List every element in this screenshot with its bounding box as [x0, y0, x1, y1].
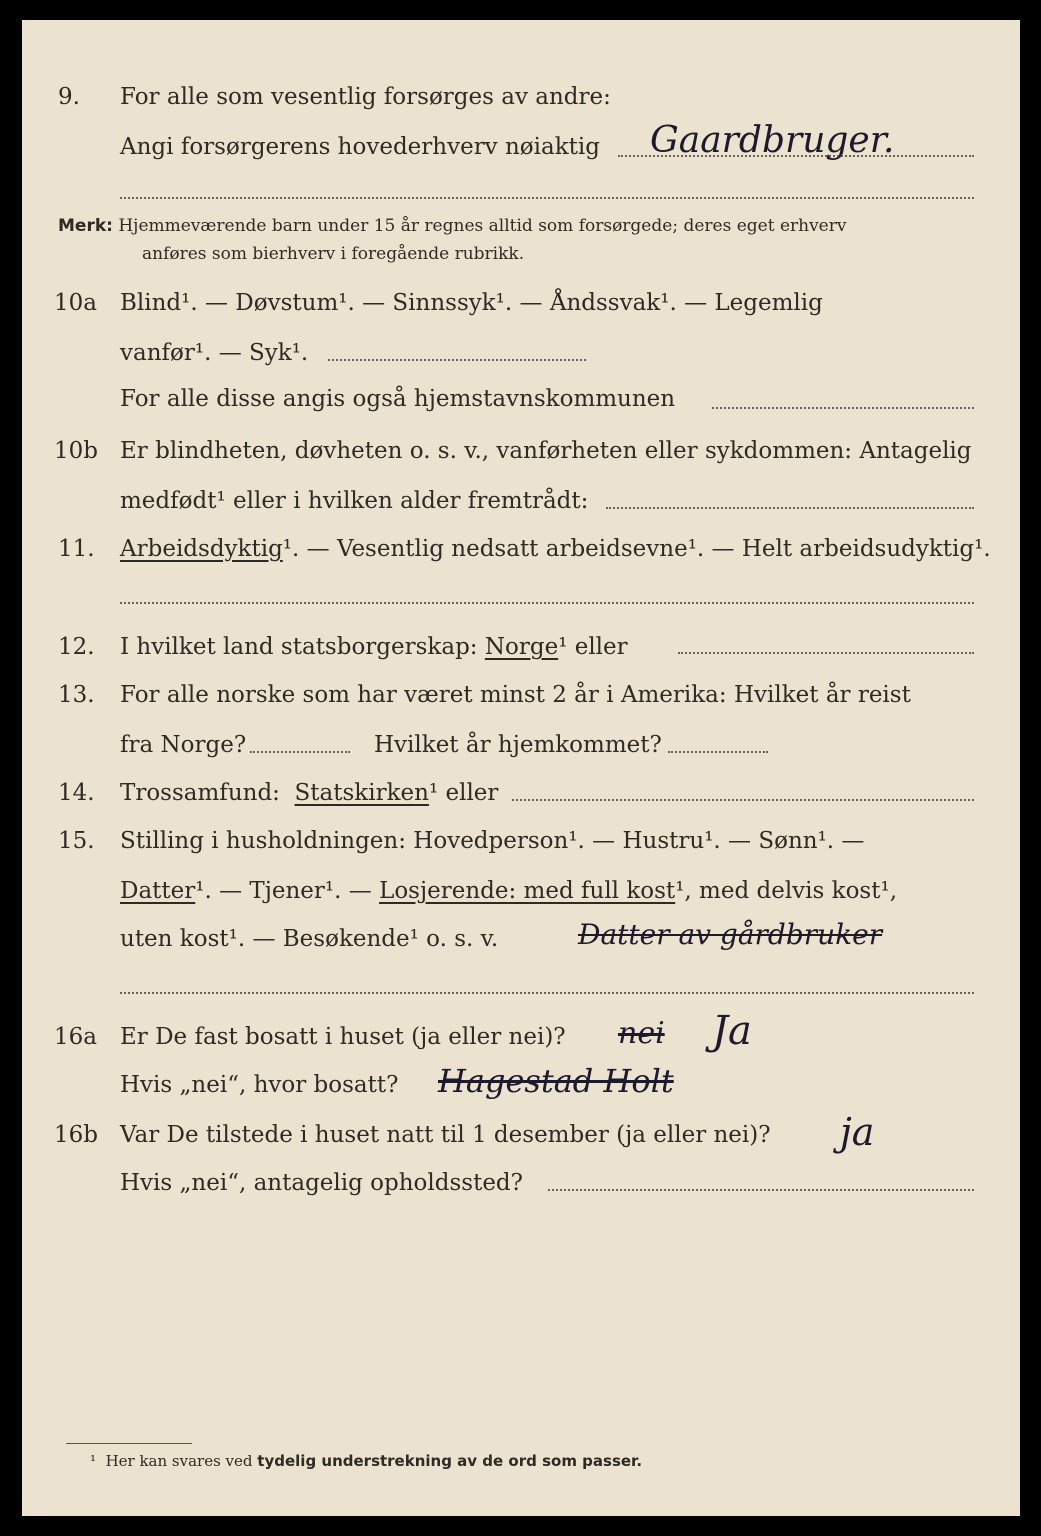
- q13-number: 13.: [58, 682, 95, 708]
- q13-reist-line: [250, 751, 350, 753]
- q14-text: [120, 780, 498, 806]
- q16a-line-1: Er De fast bosatt i huset (ja eller nei)?: [120, 1024, 566, 1050]
- q9-label: Angi forsørgerens hovederhverv nøiaktig: [120, 134, 600, 160]
- q12-answer-line: [678, 652, 974, 654]
- q16b-line-2: Hvis „nei“, antagelig opholdssted?: [120, 1170, 523, 1196]
- q14-eller: ¹ eller: [428, 780, 499, 806]
- q15-tjener: ¹. — Tjener¹. —: [195, 878, 372, 904]
- q10a-line-2: vanfør¹. — Syk¹.: [120, 340, 309, 366]
- q10b-line-1: Er blindheten, døvheten o. s. v., vanførheten eller sykdommen: Antagelig: [120, 438, 972, 464]
- footnote-text: Her kan svares ved: [105, 1452, 253, 1470]
- q15-line-1: Stilling i husholdningen: Hovedperson¹. — Hustru¹. — Sønn¹. —: [120, 828, 865, 854]
- q15-option-datter: Datter: [120, 878, 196, 904]
- q12-text: [120, 634, 628, 660]
- merk-text-2: anføres som bierhverv i foregående rubrikk.: [142, 244, 525, 264]
- q13-reist-label: fra Norge?: [120, 732, 247, 758]
- q15-line-3: uten kost¹. — Besøkende¹ o. s. v.: [120, 926, 499, 952]
- q14-option-statskirken: Statskirken: [294, 780, 429, 806]
- q10a-number: 10a: [54, 290, 97, 316]
- q10a-answer-line: [328, 359, 586, 361]
- q11-extra-line: [120, 602, 974, 604]
- q11-number: 11.: [58, 536, 95, 562]
- q9-answer-line: [618, 155, 974, 157]
- q10a-kommune-line: [712, 407, 974, 409]
- q15-number: 15.: [58, 828, 95, 854]
- q16b-answer-line: [548, 1189, 974, 1191]
- q16a-answer: Ja: [712, 1008, 752, 1054]
- q15-delvis-kost: ¹, med delvis kost¹,: [675, 878, 898, 904]
- q12-question: I hvilket land statsborgerskap:: [120, 634, 478, 660]
- q10a-line-1: Blind¹. — Døvstum¹. — Sinnssyk¹. — Åndssvak¹. — Legemlig: [120, 290, 823, 316]
- q9-extra-line: [120, 197, 974, 199]
- q15-line-2: [120, 878, 897, 904]
- q13-hjemkommet-label: Hvilket år hjemkommet?: [374, 732, 662, 758]
- q15-answer: Datter av gårdbruker: [578, 918, 883, 951]
- merk-text-1: Hjemmeværende barn under 15 år regnes alltid som forsørgede; deres eget erhverv: [118, 216, 847, 236]
- q16a-bosatt-answer-struck: Hagestad Holt: [438, 1062, 674, 1100]
- footnote-mark: ¹: [90, 1452, 97, 1470]
- merk-note: [58, 212, 846, 268]
- q15-extra-line: [120, 992, 974, 994]
- q12-eller: ¹ eller: [558, 634, 628, 660]
- q12-number: 12.: [58, 634, 95, 660]
- q9-question: For alle som vesentlig forsørges av andre:: [120, 84, 611, 110]
- q11-option-arbeidsdyktig: Arbeidsdyktig: [120, 536, 283, 562]
- q9-number: 9.: [58, 84, 80, 110]
- footnote-bold-text: tydelig understrekning av de ord som passer.: [257, 1452, 643, 1470]
- q13-line-1: For alle norske som har været minst 2 år i Amerika: Hvilket år reist: [120, 682, 911, 708]
- census-form-page: [22, 20, 1020, 1516]
- footnote: [90, 1452, 642, 1470]
- q10b-answer-line: [606, 507, 974, 509]
- q15-option-losjerende: Losjerende: med full kost: [379, 878, 676, 904]
- q16b-line-1: Var De tilstede i huset natt til 1 desember (ja eller nei)?: [120, 1122, 771, 1148]
- q16a-line-2: Hvis „nei“, hvor bosatt?: [120, 1072, 399, 1098]
- q16b-answer: ja: [840, 1110, 875, 1154]
- footnote-rule: [66, 1443, 192, 1444]
- q10b-line-2: medfødt¹ eller i hvilken alder fremtrådt:: [120, 488, 589, 514]
- q16a-answer-struck: nei: [618, 1016, 665, 1051]
- q14-answer-line: [512, 799, 974, 801]
- q16b-number: 16b: [54, 1122, 98, 1148]
- q16a-number: 16a: [54, 1024, 97, 1050]
- q13-hjemkommet-line: [668, 751, 768, 753]
- q10a-line-3: For alle disse angis også hjemstavnskommunen: [120, 386, 676, 412]
- q9-answer: Gaardbruger.: [650, 120, 895, 161]
- merk-label: Merk:: [58, 216, 113, 236]
- q10b-number: 10b: [54, 438, 98, 464]
- q14-number: 14.: [58, 780, 95, 806]
- q11-options: [120, 536, 991, 562]
- q11-other-options: ¹. — Vesentlig nedsatt arbeidsevne¹. — Helt arbeidsudyktig¹.: [282, 536, 991, 562]
- q12-option-norge: Norge: [484, 634, 559, 660]
- q14-question: Trossamfund:: [120, 780, 280, 806]
